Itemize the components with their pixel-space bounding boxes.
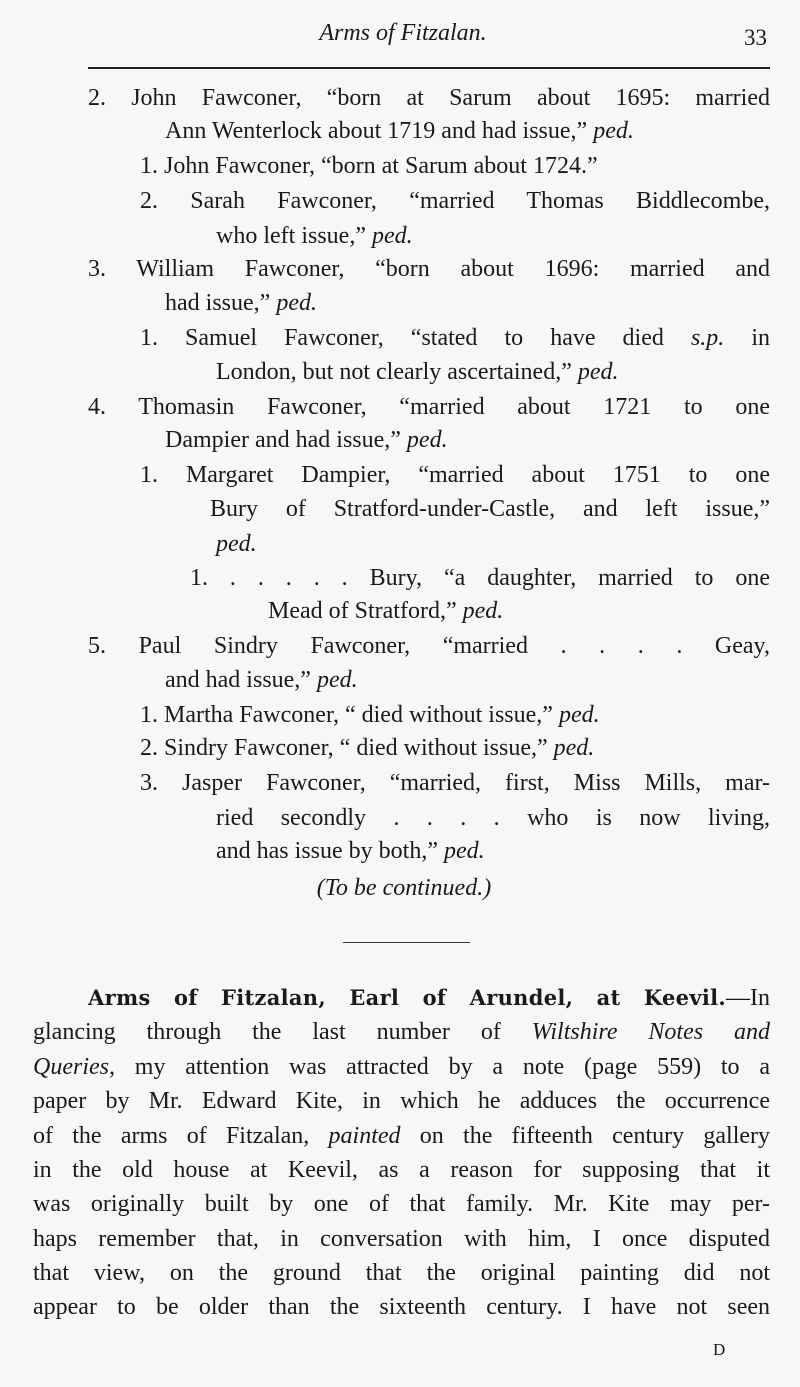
text-run: appear to be older than the sixteenth century. I have not seen <box>33 1294 770 1320</box>
italic-text: ped. <box>316 667 358 693</box>
genealogy-entry-line <box>140 699 600 731</box>
text-run: 3. William Fawconer, “born about 1696: married and <box>88 256 770 282</box>
genealogy-entry-line <box>216 528 257 560</box>
text-run: ried secondly . . . . who is now living, <box>216 805 770 831</box>
text-run: had issue,” <box>165 290 277 316</box>
genealogy-entry-line <box>140 185 770 217</box>
text-run: Mead of Stratford,” <box>268 598 463 624</box>
paragraph-line <box>88 982 770 1014</box>
genealogy-entry-line <box>210 493 770 525</box>
to-be-continued: (To be continued.) <box>316 875 492 901</box>
genealogy-entry-line <box>190 562 770 594</box>
italic-text: ped. <box>462 598 504 624</box>
text-run: 2. John Fawconer, “born at Sarum about 1695: married <box>88 85 770 111</box>
text-run: 2. Sarah Fawconer, “married Thomas Biddlecombe, <box>140 188 770 214</box>
text-run: 1. . . . . . Bury, “a daughter, married to one <box>190 565 770 591</box>
genealogy-entry-line <box>88 391 770 423</box>
text-run: my attention was attracted by a note (page 559) to a <box>114 1054 770 1080</box>
genealogy-entry-line <box>140 732 594 764</box>
paragraph-line <box>33 1291 770 1323</box>
text-run: that view, on the ground that the original painting did not <box>33 1260 770 1286</box>
genealogy-entry-line <box>140 150 598 182</box>
text-run: haps remember that, in conversation with him, I once disputed <box>33 1226 770 1252</box>
genealogy-entry-line <box>165 287 317 319</box>
paragraph-line <box>33 1257 770 1289</box>
paragraph-line <box>33 1120 770 1152</box>
running-header-title: Arms of Fitzalan. <box>319 20 487 46</box>
genealogy-entry-line <box>140 322 770 354</box>
text-run: paper by Mr. Edward Kite, in which he adduces the occurrence <box>33 1088 770 1114</box>
genealogy-entry-line <box>88 630 770 662</box>
paragraph-line <box>33 1188 770 1220</box>
italic-text: painted <box>328 1123 401 1149</box>
text-run: Bury of Stratford-under-Castle, and left issue,” <box>210 496 770 522</box>
genealogy-entry-line <box>88 253 770 285</box>
header-rule <box>88 67 770 69</box>
genealogy-entry-line <box>165 664 358 696</box>
section-heading: Arms of Fitzalan, Earl of Arundel, at Keevil. <box>88 985 726 1010</box>
text-run: 1. Samuel Fawconer, “stated to have died <box>140 325 691 351</box>
italic-text: ped. <box>443 838 485 864</box>
italic-text: ped. <box>593 118 634 144</box>
text-run: 4. Thomasin Fawconer, “married about 1721 to one <box>88 394 770 420</box>
text-run: 2. Sindry Fawconer, “ died without issue,” <box>140 735 554 761</box>
text-run: in <box>724 325 770 351</box>
genealogy-entry-line <box>216 835 485 867</box>
paragraph-line <box>33 1223 770 1255</box>
text-run: —In <box>726 985 770 1011</box>
genealogy-entry-line <box>216 802 770 834</box>
genealogy-entry-line <box>216 356 619 388</box>
genealogy-entry-line <box>140 459 770 491</box>
paragraph-line <box>33 1085 770 1117</box>
text-run: was originally built by one of that family. Mr. Kite may per- <box>33 1191 770 1217</box>
paragraph-line <box>33 1016 770 1048</box>
text-run: on the fifteenth century gallery <box>400 1123 770 1149</box>
text-run: of the arms of Fitzalan, <box>33 1123 329 1149</box>
genealogy-entry-line <box>165 115 634 147</box>
text-run: 1. Margaret Dampier, “married about 1751 to one <box>140 462 770 488</box>
genealogy-entry-line <box>88 82 770 114</box>
text-run: who left issue,” <box>216 223 372 249</box>
genealogy-entry-line <box>140 767 770 799</box>
genealogy-entry-line <box>216 220 413 252</box>
text-run: and had issue,” <box>165 667 317 693</box>
text-run: 3. Jasper Fawconer, “married, first, Miss Mills, mar- <box>140 770 770 796</box>
italic-text: Wiltshire Notes and <box>531 1019 770 1045</box>
italic-text: ped. <box>406 427 448 453</box>
italic-text: ped. <box>216 531 257 557</box>
paragraph-line <box>33 1154 770 1186</box>
italic-text: s.p. <box>690 325 725 351</box>
italic-text: ped. <box>577 359 619 385</box>
italic-text: ped. <box>371 223 413 249</box>
text-run: in the old house at Keevil, as a reason for supposing that it <box>33 1157 770 1183</box>
text-run: 5. Paul Sindry Fawconer, “married . . . . Geay, <box>88 633 770 659</box>
text-run: and has issue by both,” <box>216 838 444 864</box>
page-number: 33 <box>744 25 767 50</box>
text-run: Ann Wenterlock about 1719 and had issue,” <box>165 118 594 144</box>
genealogy-entry-line <box>268 595 503 627</box>
text-run: 1. Martha Fawconer, “ died without issue,” <box>140 702 559 728</box>
genealogy-entry-line <box>165 424 448 456</box>
paragraph-line <box>33 1051 770 1083</box>
italic-text: ped. <box>276 290 317 316</box>
italic-text: Queries, <box>33 1054 115 1080</box>
italic-text: ped. <box>558 702 600 728</box>
text-run: Dampier and had issue,” <box>165 427 407 453</box>
signature-mark: D <box>713 1340 726 1359</box>
text-run: London, but not clearly ascertained,” <box>216 359 578 385</box>
text-run: 1. John Fawconer, “born at Sarum about 1724.” <box>140 153 598 179</box>
text-run: glancing through the last number of <box>33 1019 532 1045</box>
italic-text: ped. <box>553 735 595 761</box>
section-divider <box>343 942 470 943</box>
